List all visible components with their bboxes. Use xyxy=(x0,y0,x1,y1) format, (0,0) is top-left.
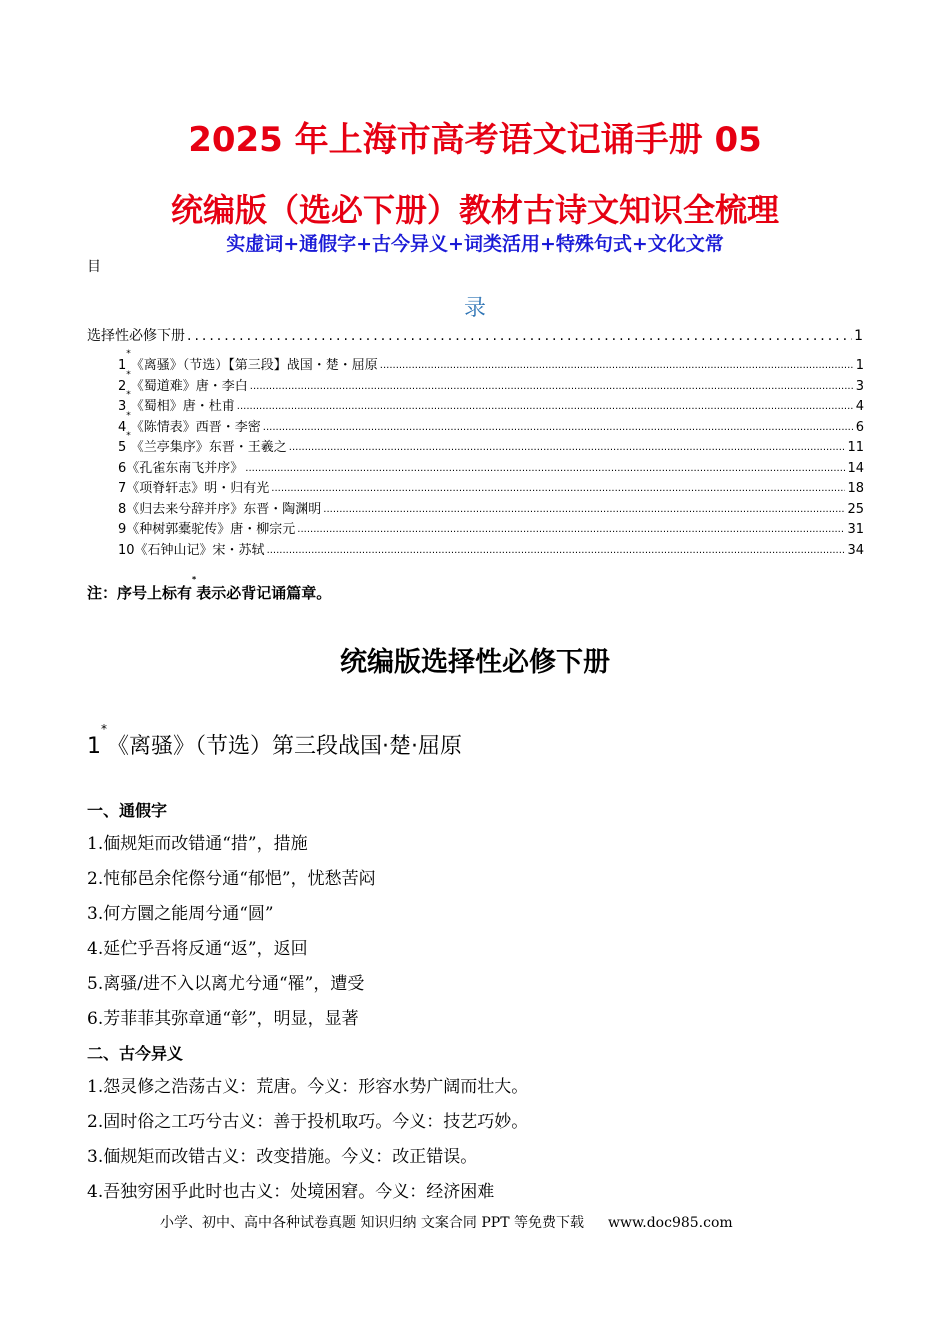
toc-entry-page: 11 xyxy=(847,440,864,455)
document-title-line2: 统编版（选必下册）教材古诗文知识全梳理 xyxy=(170,191,779,229)
lesson-number: 1 xyxy=(87,734,101,759)
toc-entry-title xyxy=(118,349,378,376)
toc-note xyxy=(87,575,332,604)
toc-entry-page: 34 xyxy=(847,542,864,558)
toc-entry-title xyxy=(118,410,261,438)
toc-entry-star: * xyxy=(126,390,131,400)
toc-leader-dots xyxy=(267,541,846,561)
toc-main-page: 1 xyxy=(854,328,863,344)
toc-note-after: 表示必背记诵篇章。 xyxy=(196,584,332,602)
toc-entry[interactable] xyxy=(118,459,864,479)
toc-entry-title xyxy=(118,459,243,479)
toc-entry-page: 25 xyxy=(847,501,864,517)
toc-entry[interactable] xyxy=(118,369,864,397)
toc-entry-text: 《蜀道难》唐・李白 xyxy=(130,378,248,394)
toc-entry-title xyxy=(118,520,295,540)
toc-entry-number: 7 xyxy=(118,481,127,496)
toc-entry-title xyxy=(118,500,321,520)
toc-entry-page: 6 xyxy=(855,419,864,435)
toc-entry-page: 14 xyxy=(847,460,864,476)
toc-entry-text: 《兰亭集序》东晋・王羲之 xyxy=(130,440,287,455)
lesson-title-text: 《离骚》（节选）第三段战国·楚·屈原 xyxy=(107,734,462,759)
list-item: 4.吾独穷困乎此时也古义：处境困窘。今义：经济困难 xyxy=(87,1182,495,1202)
section-title: 统编版选择性必修下册 xyxy=(340,647,610,678)
toc-entry[interactable] xyxy=(118,390,864,417)
list-item: 4.延伫乎吾将反通“返”，返回 xyxy=(87,939,308,959)
document-subtitle: 实虚词+通假字+古今异义+词类活用+特殊句式+文化文常 xyxy=(226,233,724,255)
toc-entry[interactable] xyxy=(118,520,864,540)
toc-entry-text: 《项脊轩志》明・归有光 xyxy=(126,481,270,496)
toc-entry-text: 《石钟山记》宋・苏轼 xyxy=(134,542,265,558)
toc-entry-title xyxy=(118,479,269,499)
toc-entry-text: 《孔雀东南飞并序》 xyxy=(126,460,244,476)
toc-note-star: * xyxy=(192,575,197,584)
list-item: 6.芳菲菲其弥章通“彰”，明显，显著 xyxy=(87,1009,359,1029)
toc-heading-part2: 录 xyxy=(463,296,486,321)
toc-leader-dots xyxy=(297,520,845,540)
heading-tongjiazi: 一、通假字 xyxy=(87,801,168,820)
toc-entry-title xyxy=(118,390,235,417)
toc-leader-dots xyxy=(250,377,854,397)
toc-entry-number: 5 xyxy=(118,440,127,455)
toc-heading-part1: 目 xyxy=(87,259,101,275)
footer-site-link[interactable]: www.doc985.com xyxy=(607,1215,733,1231)
lesson-star: * xyxy=(101,722,107,736)
toc-entry[interactable] xyxy=(118,410,864,438)
list-item: 2.固时俗之工巧兮古义：善于投机取巧。今义：技艺巧妙。 xyxy=(87,1112,529,1132)
toc-entry-title xyxy=(118,431,287,458)
document-title-line1: 2025 年上海市高考语文记诵手册 05 xyxy=(188,120,762,160)
list-item: 1.偭规矩而改错通“措”，措施 xyxy=(87,834,308,854)
toc-entry-number: 3 xyxy=(118,399,127,414)
toc-entry-page: 1 xyxy=(855,358,864,373)
toc-main-entry[interactable] xyxy=(87,326,863,346)
toc-entry-text: 《归去来兮辞并序》东晋・陶渊明 xyxy=(126,501,322,517)
toc-entry-number: 6 xyxy=(118,460,127,476)
toc-leader-dots xyxy=(263,418,854,438)
list-item: 3.何方圜之能周兮通“圆” xyxy=(87,904,274,924)
toc-entry-star: * xyxy=(126,410,131,421)
toc-entry[interactable] xyxy=(118,431,864,458)
toc-leader-dots xyxy=(323,500,845,520)
toc-leader-dots xyxy=(187,326,852,346)
toc-entry-star: * xyxy=(126,431,131,441)
toc-entry-number: 4 xyxy=(118,419,127,435)
toc-entry-star: * xyxy=(126,369,131,380)
toc-entry[interactable] xyxy=(118,541,864,561)
footer-text: 小学、初中、高中各种试卷真题 知识归纳 文案合同 PPT 等免费下载 xyxy=(160,1215,584,1231)
toc-entry-page: 31 xyxy=(847,522,864,537)
toc-entry[interactable] xyxy=(118,349,864,376)
toc-entry-number: 8 xyxy=(118,501,127,517)
toc-entry-page: 4 xyxy=(855,399,864,414)
toc-entry-text: 《离骚》（节选）【第三段】战国・楚・屈原 xyxy=(130,358,378,373)
heading-gujinyiyi: 二、古今异义 xyxy=(87,1044,184,1063)
list-item: 2.忳郁邑余侘傺兮通“郁悒”，忧愁苦闷 xyxy=(87,869,376,889)
toc-entry-title xyxy=(118,541,265,561)
toc-entry-number: 1 xyxy=(118,358,127,373)
toc-entry[interactable] xyxy=(118,500,864,520)
toc-note-before: 注：序号上标有 xyxy=(87,584,193,602)
toc-main-label: 选择性必修下册 xyxy=(87,328,185,344)
toc-entry-title xyxy=(118,369,248,397)
list-item: 5.离骚/进不入以离尤兮通“罹”，遭受 xyxy=(87,974,365,994)
toc-leader-dots xyxy=(271,479,845,499)
lesson-title xyxy=(87,722,462,763)
toc-entry-page: 18 xyxy=(847,481,864,496)
toc-leader-dots xyxy=(245,459,845,479)
toc-leader-dots xyxy=(237,397,854,417)
toc-entry[interactable] xyxy=(118,479,864,499)
list-item: 3.偭规矩而改错古义：改变措施。今义：改正错误。 xyxy=(87,1147,478,1167)
toc-entry-number: 2 xyxy=(118,378,127,394)
toc-leader-dots xyxy=(380,356,854,376)
toc-entry-text: 《蜀相》唐・杜甫 xyxy=(130,399,235,414)
list-item: 1.怨灵修之浩荡古义：荒唐。今义：形容水势广阔而壮大。 xyxy=(87,1077,529,1097)
toc-entry-star: * xyxy=(126,349,131,359)
toc-entry-number: 9 xyxy=(118,522,127,537)
toc-entry-text: 《种树郭橐驼传》唐・柳宗元 xyxy=(126,522,296,537)
toc-leader-dots xyxy=(289,438,846,458)
toc-entry-text: 《陈情表》西晋・李密 xyxy=(130,419,261,435)
toc-entry-page: 3 xyxy=(855,378,864,394)
toc-entry-number: 10 xyxy=(118,542,135,558)
page-footer xyxy=(160,1213,733,1233)
